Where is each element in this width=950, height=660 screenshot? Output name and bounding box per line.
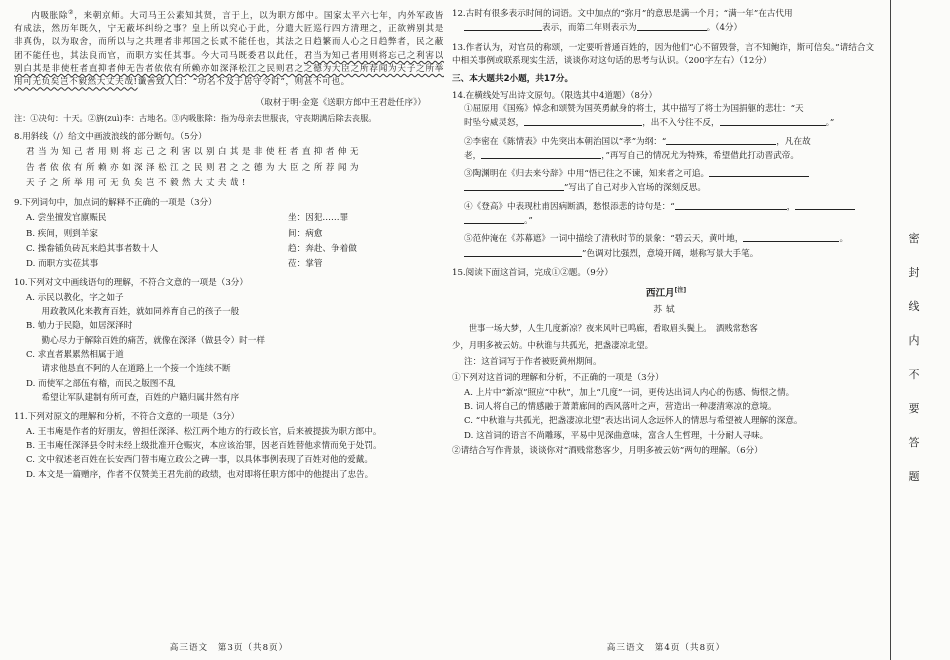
seal-warning	[899, 222, 929, 494]
question-8	[14, 131, 444, 191]
q14-item-3	[452, 167, 880, 181]
q11-option-b[interactable]: B. 王韦庵任深泽县令时未经上级批准开仓赈灾，本应该治罪，因老百姓替他求情而免于处罚。	[26, 440, 382, 451]
question-13	[452, 42, 880, 69]
q14-item-1-text: ①屈原用《国殇》悼念和颂赞为国英勇献身的将士，其中描写了将士为国捐躯的悲壮：“天	[464, 103, 804, 114]
q9-option-b-gloss: 间：病愈	[288, 228, 323, 239]
q15-2-stem: ②请结合写作背景，谈谈你对“酒贱常愁客少，月明多被云妨”两句的理解。（6分）	[452, 445, 763, 456]
q12-end-text: 。（4分）	[706, 23, 743, 34]
passage-note: 注：①决旬：十天。②旃(zuì)李：古地名。③内吸胀除：指为母亲去世服丧，守丧期满后除去丧服。	[14, 113, 377, 124]
q14-item-4-blank-1[interactable]	[675, 200, 787, 210]
seal-char: 答	[908, 436, 920, 449]
q10-option-c[interactable]: C. 求直者累累然相属于道	[26, 350, 124, 361]
q9-option-d-gloss: 莅：掌管	[288, 259, 323, 270]
seal-line-strip	[882, 0, 950, 660]
q11-stem: 11.下列对原文的理解和分析，不符合文意的一项是（3分）	[14, 412, 240, 423]
poem-line-1: 世事一场大梦，人生几度新凉？夜来风叶已鸣廊，看取眉头鬓上。 酒贱常愁客	[468, 322, 758, 333]
q15-1-stem: ①下列对这首词的理解和分析，不正确的一项是（3分）	[452, 373, 664, 384]
q9-stem: 9.下列词句中，加点词的解释不正确的一项是（3分）	[14, 197, 217, 208]
q14-item-4-text: ④《登高》中表现杜甫因病断酒，愁恨添悲的诗句是：“	[464, 201, 675, 212]
q14-item-2-blank-1[interactable]	[666, 135, 776, 145]
q10-option-d[interactable]: D. 而使军之部伍有稽，而民之版图不乱	[26, 378, 176, 389]
q14-item-4-blank-2[interactable]	[795, 200, 855, 210]
passage-start: 内吸胀除	[31, 10, 69, 21]
q14-item-2-text: ②李密在《陈情表》中先突出本朝治国以“孝”为纲：“	[464, 136, 667, 147]
q14-item-4-comma: ，	[786, 201, 796, 212]
q14-item-1-part-2: ，出不入兮往不反，	[642, 118, 720, 129]
right-column	[452, 8, 880, 458]
q10-option-d-explanation: 希望让军队建制有所可查，百姓的户籍归属井然有序	[41, 392, 240, 403]
q14-item-1	[452, 103, 880, 116]
q14-item-3-blank-1[interactable]	[709, 167, 809, 177]
q15-option-b[interactable]: B. 词人将自己的情感融于萧萧廊间的西风落叶之声，营造出一种凄清寒凉的意境。	[464, 402, 777, 413]
q14-item-2	[452, 135, 880, 149]
question-10	[14, 277, 444, 405]
q14-item-1-blank-2[interactable]	[720, 116, 826, 126]
q14-item-3-text: ③陶渊明在《归去来兮辞》中用“悟已往之不谏，知来者之可追。	[464, 169, 710, 180]
q12-answer-line	[452, 21, 880, 35]
q15-option-d[interactable]: D. 这首词的语言不尚雕琢，平易中见深曲意味，富含人生哲理，十分耐人寻味。	[464, 430, 769, 441]
question-9	[14, 197, 444, 272]
footnote-marker: ②	[68, 9, 75, 16]
passage-text	[14, 8, 444, 90]
q9-option-a[interactable]: A. 尝坐擅发官廪赈民	[26, 213, 107, 224]
q14-item-1-part: 时坠兮威灵怒，	[464, 118, 525, 129]
poem-title	[452, 286, 880, 302]
q12-blank-1[interactable]	[464, 21, 542, 31]
question-12	[452, 8, 880, 36]
seal-char: 密	[908, 232, 920, 245]
q14-item-2-end: ，”再写自己的情况尤为特殊，希望借此打动晋武帝。	[601, 150, 799, 161]
q10-option-a[interactable]: A. 示民以教化，字之如子	[26, 292, 124, 303]
seal-char: 题	[908, 470, 920, 483]
seal-char: 封	[908, 266, 920, 279]
q14-item-3-line2	[452, 181, 880, 195]
q14-item-5-text: ⑤范仲淹在《苏幕遮》一词中描绘了清秋时节的景象：“碧云天，黄叶地，	[464, 234, 744, 245]
q12-blank-2[interactable]	[637, 21, 707, 31]
q8-line-3: 天子之所举用可无负矣岂不毅然大丈夫哉!	[26, 178, 249, 189]
passage-end: 谶善致人曰：“功名不及于居守令时”，则甚不可也。	[137, 77, 350, 88]
q14-stem: 14.在横线处写出诗文原句。（限选其中4道题）（8分）	[452, 90, 658, 101]
q8-line-2: 告者依依有所赖亦如深泽松江之民则君之之德为大臣之所荐闻为	[26, 162, 362, 173]
q15-option-c[interactable]: C. “中秋谁与共孤光，把盏凄凉北望”表达出词人念远怀人的情思与希望被人理解的深意。	[464, 416, 803, 427]
q14-item-2-part: ，凡在故	[776, 136, 811, 147]
footer-page-4: 高三语文 第4页（共8页）	[606, 643, 726, 653]
seal-char: 线	[908, 300, 920, 313]
seal-char: 不	[908, 368, 920, 381]
left-column	[14, 8, 444, 482]
question-15	[452, 267, 880, 458]
q10-option-a-explanation: 用政教风化来教育百姓，就如同养育自己的孩子一般	[41, 307, 240, 318]
q14-item-2-blank-2[interactable]	[481, 149, 601, 159]
q13-stem: 13.作者认为，对官员的称颂，一定要听普通百姓的，因为他们“心不留毁誉，言不知鲍诈，斯可信矣。”请结合文中相关事例或联系现实生活，谈谈你对这句话的思考与认识。（200字左右）（12分）	[452, 42, 875, 66]
q14-item-4-line2	[452, 214, 880, 228]
passage-source: （取材于明·金寔《送职方郎中王君赴任序》）	[255, 97, 426, 108]
q10-stem: 10.下列对文中画线语句的理解，不符合文意的一项是（3分）	[14, 278, 248, 289]
q9-option-a-gloss: 坐：因犯……罪	[288, 213, 349, 224]
poem-title-text: 西江月	[645, 288, 675, 300]
q14-item-1-blank-1[interactable]	[524, 116, 642, 126]
wavy-underlined-passage: 君当为知己者用则将忘己之利害以别白其是非使枉者直抑者伸无告者依依有所赖亦如深泽松江之民则君之之德为大臣之所荐闻为天子之所举用可无负矣岂不毅然大丈夫哉!	[14, 50, 444, 88]
q9-option-c-gloss: 趋：奔赴、争着做	[288, 243, 357, 254]
poem-author: 苏轼	[653, 305, 679, 316]
q14-item-1-line2	[452, 116, 880, 130]
footer-page-3: 高三语文 第3页（共8页）	[169, 643, 289, 653]
q9-options	[14, 212, 444, 271]
q14-item-5-blank-2[interactable]	[464, 247, 582, 257]
q11-option-d[interactable]: D. 本文是一篇赠序，作者不仅赞美王君先前的政绩，也对即将任职方郎中的他提出了忠告。	[26, 469, 374, 480]
q12-mid-text: 表示，而第二年则表示为	[542, 23, 637, 34]
q14-item-4	[452, 200, 880, 214]
q14-item-5-period: 。	[839, 234, 849, 245]
q14-item-5-end: ”色调对比强烈，意境开阔，堪称写景大手笔。	[582, 248, 759, 259]
q8-stem: 8.用斜线（/）给文中画波浪线的部分断句。（5分）	[14, 131, 207, 142]
q14-item-5	[452, 232, 880, 246]
q14-item-2-line2	[452, 149, 880, 163]
question-14	[452, 90, 880, 261]
passage-body: ，来朝京师。大司马王公素知其贤，言于上，以为职方郎中。国家太平六七年，内外军政皆有成法，然历年既久，宁无蔽坏纠纷之事？皇上所以究心于此，分遣大匠巡行四方清理之，正欲辨别其是非真伪，以为取舍，而所以与之共理者非邦国之长贰不能任也，其法之日趋繁而人心之日趋弊者，民之蔽团不能任也，其法良而官，而职方实任其事。今大司马既委君以此任，	[14, 10, 444, 61]
q15-stem: 15.阅读下面这首词，完成①②题。（9分）	[452, 268, 613, 278]
q14-item-5-line2	[452, 247, 880, 261]
q14-item-4-end: 。”	[524, 216, 533, 227]
q10-option-b-explanation: 勤心尽力于解除百姓的痛苦，就像在深泽（做县令）时一样	[41, 335, 265, 346]
seal-char: 要	[908, 402, 920, 415]
q14-item-3-end: ”写出了自己对步入官场的深刻反思。	[564, 183, 706, 194]
q14-item-5-blank-1[interactable]	[743, 232, 839, 242]
q8-line-1: 君当为知己者用则将忘己之利害以别白其是非使枉者直抑者伸无	[26, 147, 362, 158]
seal-line	[890, 0, 891, 660]
q14-item-1-end: 。”	[825, 118, 835, 129]
q9-option-d[interactable]: D. 而职方实莅其事	[26, 259, 99, 270]
q14-item-4-blank-3[interactable]	[464, 214, 524, 224]
q12-stem: 12.古时有很多表示时间的词语。文中加点的“弥月”的意思是满一个月；“满一年”在古代用	[452, 9, 793, 19]
question-11	[14, 411, 444, 482]
seal-char: 内	[908, 334, 920, 347]
q10-option-c-explanation: 请求他恳直不阿的人在道路上一个接一个连续不断	[41, 364, 231, 375]
poem-title-note-marker: [注]	[674, 287, 687, 295]
q10-option-b[interactable]: B. 劬力于民隐，如居深泽时	[26, 321, 133, 332]
q9-option-b[interactable]: B. 疾间，则到羊家	[26, 228, 98, 239]
q11-option-a[interactable]: A. 王韦庵是作者的好朋友，曾担任深泽、松江两个地方的行政长官，后来被提拔为职方郎中。	[26, 426, 382, 437]
q14-item-2-part-2: 老，	[464, 150, 482, 161]
poem-line-2: 少，月明多被云妨。中秋谁与共孤光，把盏凄凉北望。	[452, 340, 653, 351]
section-3-heading: 三、本大题共2小题，共17分。	[452, 74, 574, 85]
poem-note: 注：这首词写于作者被贬黄州期间。	[464, 357, 602, 368]
q14-item-3-blank-2[interactable]	[464, 181, 564, 191]
q11-option-c[interactable]: C. 文中叙述老百姓在长安西门替韦庵立政公之碑一事，以具体事例表现了百姓对他的爱戴。	[26, 455, 373, 466]
q9-option-c[interactable]: C. 操畚锸负砖瓦来趋其事者数十人	[26, 243, 159, 254]
q15-option-a[interactable]: A. 上片中“新凉”照应“中秋”，加上“几度”一词，更传达出词人内心的伤感、悔恨之情。	[464, 387, 795, 398]
